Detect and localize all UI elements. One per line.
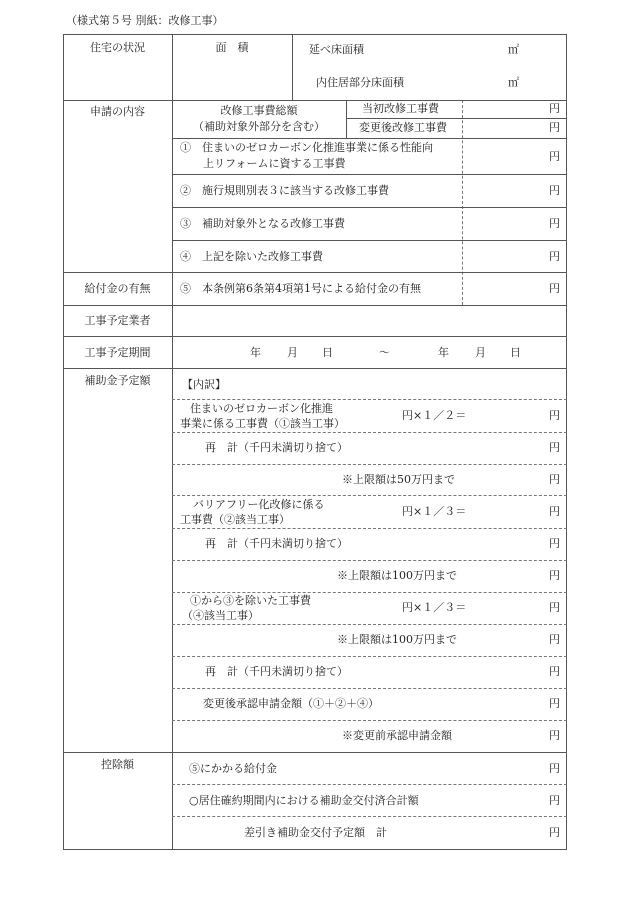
item3-yen: 円	[549, 217, 560, 230]
residential-floor-area-label: 内住居部分床面積	[316, 76, 404, 89]
barrier-free-label-line2: 工事費（②該当工事）	[180, 513, 290, 526]
other-works-cap: ※上限額は100万円まで	[337, 633, 457, 646]
barrier-free-formula: 円×１／３＝	[402, 505, 467, 518]
barrier-free-recalc: 再 計（千円未満切り捨て）	[205, 537, 348, 550]
other-works-label-line2: （④該当工事）	[182, 609, 259, 622]
net-total-yen: 円	[549, 826, 560, 839]
housing-label: 住宅の状況	[90, 41, 145, 54]
start-month: 月	[287, 346, 298, 359]
benefit5-yen: 円	[549, 762, 560, 775]
area-label: 面 積	[215, 41, 249, 54]
residential-floor-area-unit: ㎡	[508, 76, 519, 89]
barrier-free-cap-yen: 円	[549, 569, 560, 582]
zero-carbon-label-line1: 住まいのゼロカーボン化推進	[190, 402, 333, 415]
period-tilde: ～	[379, 346, 390, 359]
zero-carbon-formula: 円×１／２＝	[402, 409, 467, 422]
form-title: （様式第５号 別紙：改修工事）	[66, 14, 224, 27]
benefit-label: 給付金の有無	[84, 282, 151, 295]
breakdown-label: 【内訳】	[182, 378, 226, 391]
end-year: 年	[438, 346, 449, 359]
benefit5-label: ⑤にかかる給付金	[189, 762, 277, 775]
revised-total-yen: 円	[549, 697, 560, 710]
revised-total-label: 変更後承認申請金額（①＋②＋④）	[203, 697, 379, 710]
item4-label: ④ 上記を除いた改修工事費	[180, 250, 323, 263]
barrier-free-cap: ※上限額は100万円まで	[337, 569, 457, 582]
period-label: 工事予定期間	[84, 346, 151, 359]
zero-carbon-yen: 円	[549, 409, 560, 422]
total-cost-note: （補助対象外部分を含む）	[193, 120, 325, 133]
item5-label: ⑤ 本条例第6条第4項第1号による給付金の有無	[180, 282, 421, 295]
revised-cost-yen: 円	[549, 121, 560, 134]
item1-label-line2: 上リフォームに資する工事費	[203, 157, 346, 170]
application-label: 申請の内容	[90, 105, 145, 118]
zero-carbon-recalc-yen: 円	[549, 441, 560, 454]
total-floor-area-unit: ㎡	[508, 43, 519, 56]
total-floor-area-label: 延べ床面積	[309, 43, 364, 56]
other-works-formula: 円×１／３＝	[402, 601, 467, 614]
total-cost-label: 改修工事費総額	[220, 104, 298, 117]
end-day: 日	[510, 346, 521, 359]
net-total-label: 差引き補助金交付予定額 計	[244, 826, 387, 839]
item5-yen: 円	[549, 282, 560, 295]
other-works-recalc-yen: 円	[549, 665, 560, 678]
deduction-label: 控除額	[101, 758, 134, 771]
barrier-free-recalc-yen: 円	[549, 537, 560, 550]
pre-revision-label: ※変更前承認申請金額	[342, 729, 452, 742]
item3-label: ③ 補助対象外となる改修工事費	[180, 217, 345, 230]
item2-yen: 円	[549, 184, 560, 197]
item2-label: ② 施行規則別表３に該当する改修工事費	[180, 184, 389, 197]
subsidy-label: 補助金予定額	[84, 374, 151, 387]
zero-carbon-cap-yen: 円	[549, 473, 560, 486]
initial-cost-label: 当初改修工事費	[362, 102, 439, 115]
zero-carbon-cap: ※上限額は50万円まで	[342, 473, 455, 486]
other-works-label-line1: ①から③を除いた工事費	[190, 594, 311, 607]
barrier-free-yen: 円	[549, 505, 560, 518]
zero-carbon-label-line2: 事業に係る工事費（①該当工事）	[180, 417, 345, 430]
contractor-label: 工事予定業者	[84, 314, 151, 327]
residency-total-label: ○居住確約期間内における補助金交付済合計額	[189, 794, 419, 807]
barrier-free-label-line1: バリアフリー化改修に係る	[193, 498, 325, 511]
item1-yen: 円	[549, 150, 560, 163]
other-works-recalc: 再 計（千円未満切り捨て）	[205, 665, 348, 678]
revised-cost-label: 変更後改修工事費	[359, 121, 447, 134]
residency-total-yen: 円	[549, 794, 560, 807]
end-month: 月	[475, 346, 486, 359]
other-works-yen: 円	[549, 601, 560, 614]
initial-cost-yen: 円	[549, 102, 560, 115]
start-year: 年	[250, 346, 261, 359]
item4-yen: 円	[549, 250, 560, 263]
zero-carbon-recalc: 再 計（千円未満切り捨て）	[205, 441, 348, 454]
other-works-cap-yen: 円	[549, 633, 560, 646]
start-day: 日	[322, 346, 333, 359]
item1-label-line1: ① 住まいのゼロカーボン化推進事業に係る性能向	[180, 141, 433, 154]
pre-revision-yen: 円	[549, 729, 560, 742]
